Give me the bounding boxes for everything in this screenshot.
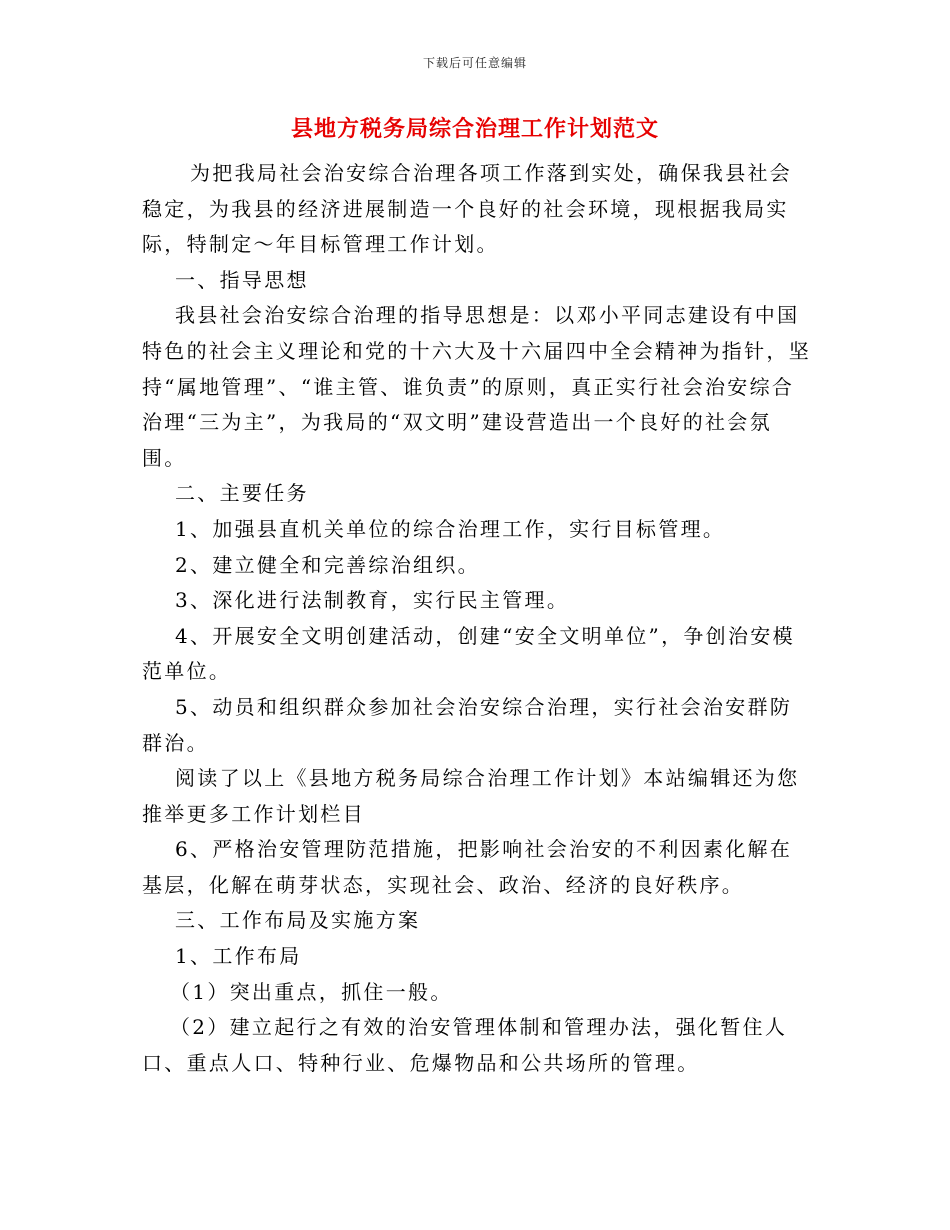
section-heading-main-tasks: 二、主要任务 — [175, 481, 309, 506]
task-item-1: 1、加强县直机关单位的综合治理工作，实行目标管理。 — [175, 516, 726, 541]
document-title: 县地方税务局综合治理工作计划范文 — [290, 116, 659, 142]
task-item-3: 3、深化进行法制教育，实行民主管理。 — [175, 588, 570, 613]
recommendation-note: 阅读了以上《县地方税务局综合治理工作计划》本站编辑还为您推举更多工作计划栏目 — [142, 766, 800, 826]
layout-item-1: （1）突出重点，抓住一般。 — [170, 979, 453, 1004]
task-item-2: 2、建立健全和完善综治组织。 — [175, 552, 480, 577]
guiding-ideology-paragraph: 我县社会治安综合治理的指导思想是：以邓小平同志建设有中国特色的社会主义理论和党的十六大及十六届四中全会精神为指针，坚持“属地管理”、“谁主管、谁负责”的原则，真正实行社会治安综合治理“三为主”，为我局的“双文明”建设营造出一个良好的社会氛围。 — [142, 303, 811, 470]
task-item-6: 6、严格治安管理防范措施，把影响社会治安的不利因素化解在基层，化解在萌芽状态，实现社会、政治、经济的良好秩序。 — [142, 837, 793, 897]
section-heading-work-layout: 三、工作布局及实施方案 — [175, 908, 421, 933]
document-body — [142, 156, 814, 1081]
header-note: 下载后可任意编辑 — [422, 56, 527, 70]
task-item-5: 5、动员和组织群众参加社会治安综合治理，实行社会治安群防群治。 — [142, 694, 793, 755]
subsection-heading-work-layout: 1、工作布局 — [175, 944, 302, 969]
section-heading-guiding-ideology: 一、指导思想 — [175, 267, 309, 292]
layout-item-2: （2）建立起行之有效的治安管理体制和管理办法，强化暂住人口、重点人口、特种行业、危爆物品和公共场所的管理。 — [142, 1015, 788, 1075]
task-item-4: 4、开展安全文明创建活动，创建“安全文明单位”，争创治安模范单位。 — [142, 623, 795, 684]
intro-paragraph: 为把我局社会治安综合治理各项工作落到实处，确保我县社会稳定，为我县的经济进展制造一个良好的社会环境，现根据我局实际，特制定～年目标管理工作计划。 — [142, 161, 793, 257]
